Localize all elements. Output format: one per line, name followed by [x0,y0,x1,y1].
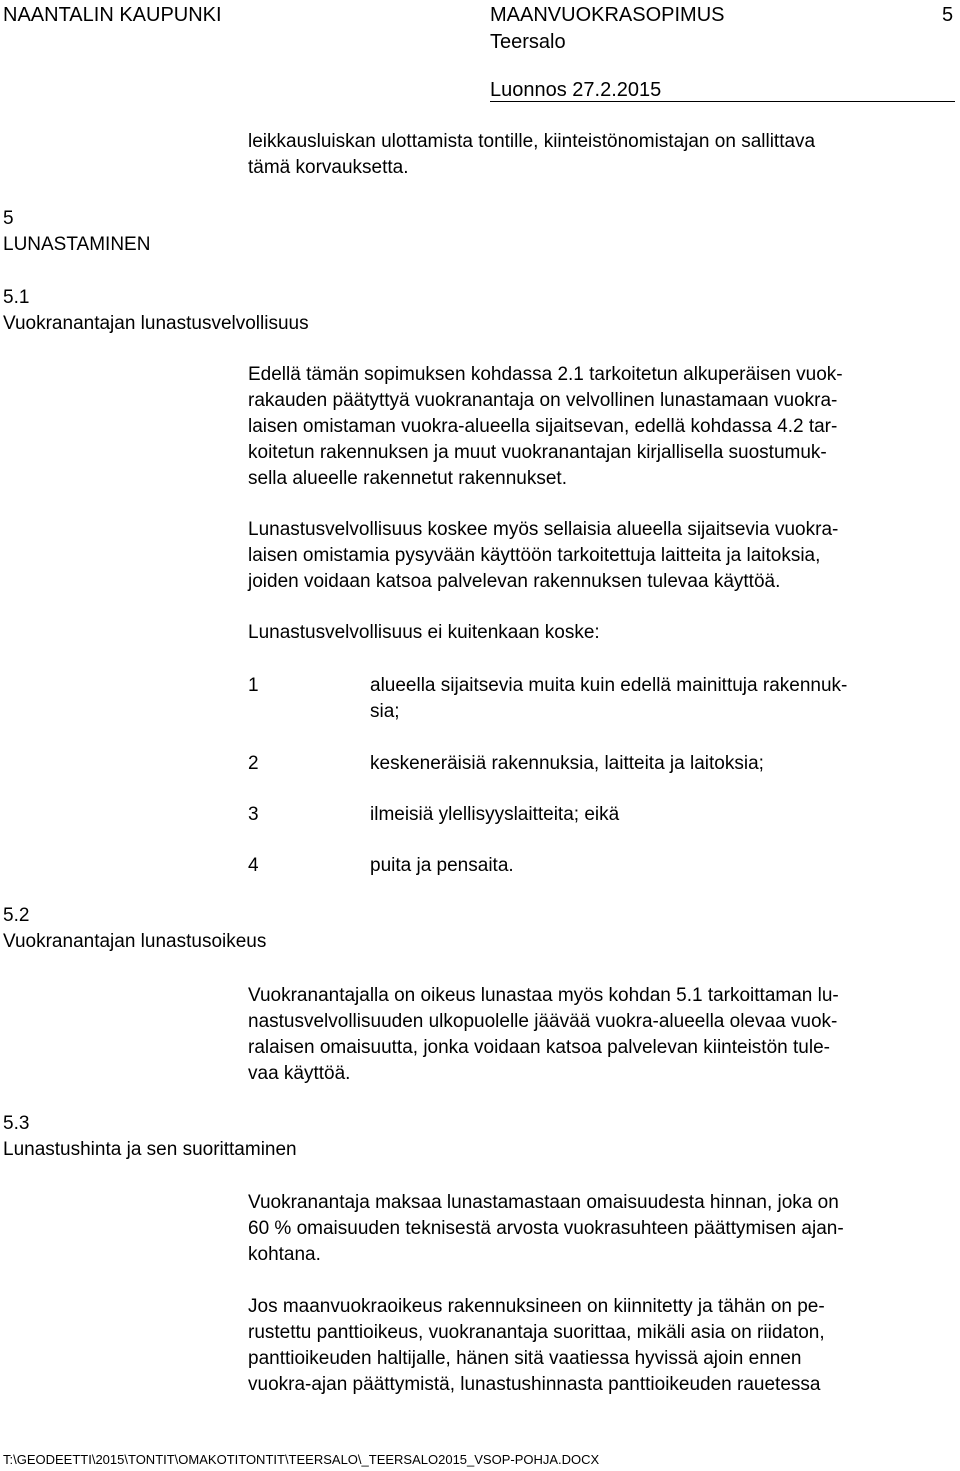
text-line: Jos maanvuokraoikeus rakennuksineen on kiinnitetty ja tähän on pe- [248,1296,825,1317]
text-line: kohtana. [248,1244,321,1265]
text-line: 60 % omaisuuden teknisestä arvosta vuokrasuhteen päättymisen ajan- [248,1218,844,1239]
text-line: alueella sijaitsevia muita kuin edellä mainittuja rakennuk- [370,675,848,696]
text-line: rakauden päätyttyä vuokranantaja on velvollinen lunastamaan vuokra- [248,390,838,411]
text-line: koitetun rakennuksen ja muut vuokranantajan kirjallisella suostumuk- [248,442,827,463]
text-line: rustettu panttioikeus, vuokranantaja suorittaa, mikäli asia on riidaton, [248,1322,825,1343]
section-5-3-paragraph-2 [248,1294,825,1398]
header-underline [490,101,955,102]
header-org: NAANTALIN KAUPUNKI [3,4,222,26]
text-line: sia; [370,701,400,722]
section-5-3-title: Lunastushinta ja sen suorittaminen [3,1139,297,1160]
section-5-3-paragraph-1 [248,1190,844,1268]
text-line: vaa käyttöä. [248,1063,351,1084]
header-draft-date: Luonnos 27.2.2015 [490,79,662,101]
header-page-number: 5 [942,4,954,26]
text-line: nastusvelvollisuuden ulkopuolelle jäävää vuokra-alueella olevaa vuok- [248,1011,838,1032]
section-5-3-number: 5.3 [3,1113,30,1134]
text-line: laisen omistaman vuokra-alueella sijaitsevan, edellä kohdassa 4.2 tar- [248,416,838,437]
section-5-2-paragraph [248,983,839,1087]
list-item-text [370,751,764,777]
section-5-number: 5 [3,208,14,229]
section-5-title: LUNASTAMINEN [3,234,151,255]
list-item-number: 4 [248,855,259,876]
text-line: Vuokranantajalla on oikeus lunastaa myös kohdan 5.1 tarkoittaman lu- [248,985,839,1006]
footer-file-path: T:\GEODEETTI\2015\TONTIT\OMAKOTITONTIT\TEERSALO\_TEERSALO2015_VSOP-POHJA.DOCX [3,1452,600,1467]
text-line: puita ja pensaita. [370,855,514,876]
header-doc-type: MAANVUOKRASOPIMUS [490,4,725,26]
text-line: sella alueelle rakennetut rakennukset. [248,468,567,489]
section-5-1-paragraph-1 [248,362,843,492]
list-item-number: 3 [248,804,259,825]
text-line: ralaisen omaisuutta, jonka voidaan katsoa palvelevan kiinteistön tule- [248,1037,830,1058]
text-line: leikkausluiskan ulottamista tontille, kiinteistönomistajan on sallittava [248,131,816,152]
intro-paragraph [248,129,815,181]
list-item-number: 2 [248,753,259,774]
list-item-text [370,853,514,879]
text-line: panttioikeuden haltijalle, hänen sitä vaatiessa hyvissä ajoin ennen [248,1348,802,1369]
section-5-1-title: Vuokranantajan lunastusvelvollisuus [3,313,309,334]
text-line: vuokra-ajan päättymistä, lunastushinnasta panttioikeuden rauetessa [248,1374,821,1395]
section-5-2-title: Vuokranantajan lunastusoikeus [3,931,267,952]
section-5-1-paragraph-2 [248,517,838,595]
list-item-text [370,802,619,828]
text-line: laisen omistamia pysyvään käyttöön tarkoitettuja laitteita ja laitoksia, [248,545,821,566]
section-5-1-paragraph-3: Lunastusvelvollisuus ei kuitenkaan koske: [248,622,600,643]
text-line: Edellä tämän sopimuksen kohdassa 2.1 tarkoitetun alkuperäisen vuok- [248,364,843,385]
section-5-2-number: 5.2 [3,905,30,926]
header-place: Teersalo [490,31,566,53]
text-line: Lunastusvelvollisuus koskee myös sellaisia alueella sijaitsevia vuokra- [248,519,839,540]
text-line: ilmeisiä ylellisyyslaitteita; eikä [370,804,620,825]
text-line: Vuokranantaja maksaa lunastamastaan omaisuudesta hinnan, joka on [248,1192,839,1213]
text-line: keskeneräisiä rakennuksia, laitteita ja laitoksia; [370,753,764,774]
list-item-number: 1 [248,675,259,696]
section-5-1-number: 5.1 [3,287,30,308]
text-line: joiden voidaan katsoa palvelevan rakennuksen tulevaa käyttöä. [248,571,781,592]
list-item-text [370,673,847,725]
text-line: tämä korvauksetta. [248,157,409,178]
